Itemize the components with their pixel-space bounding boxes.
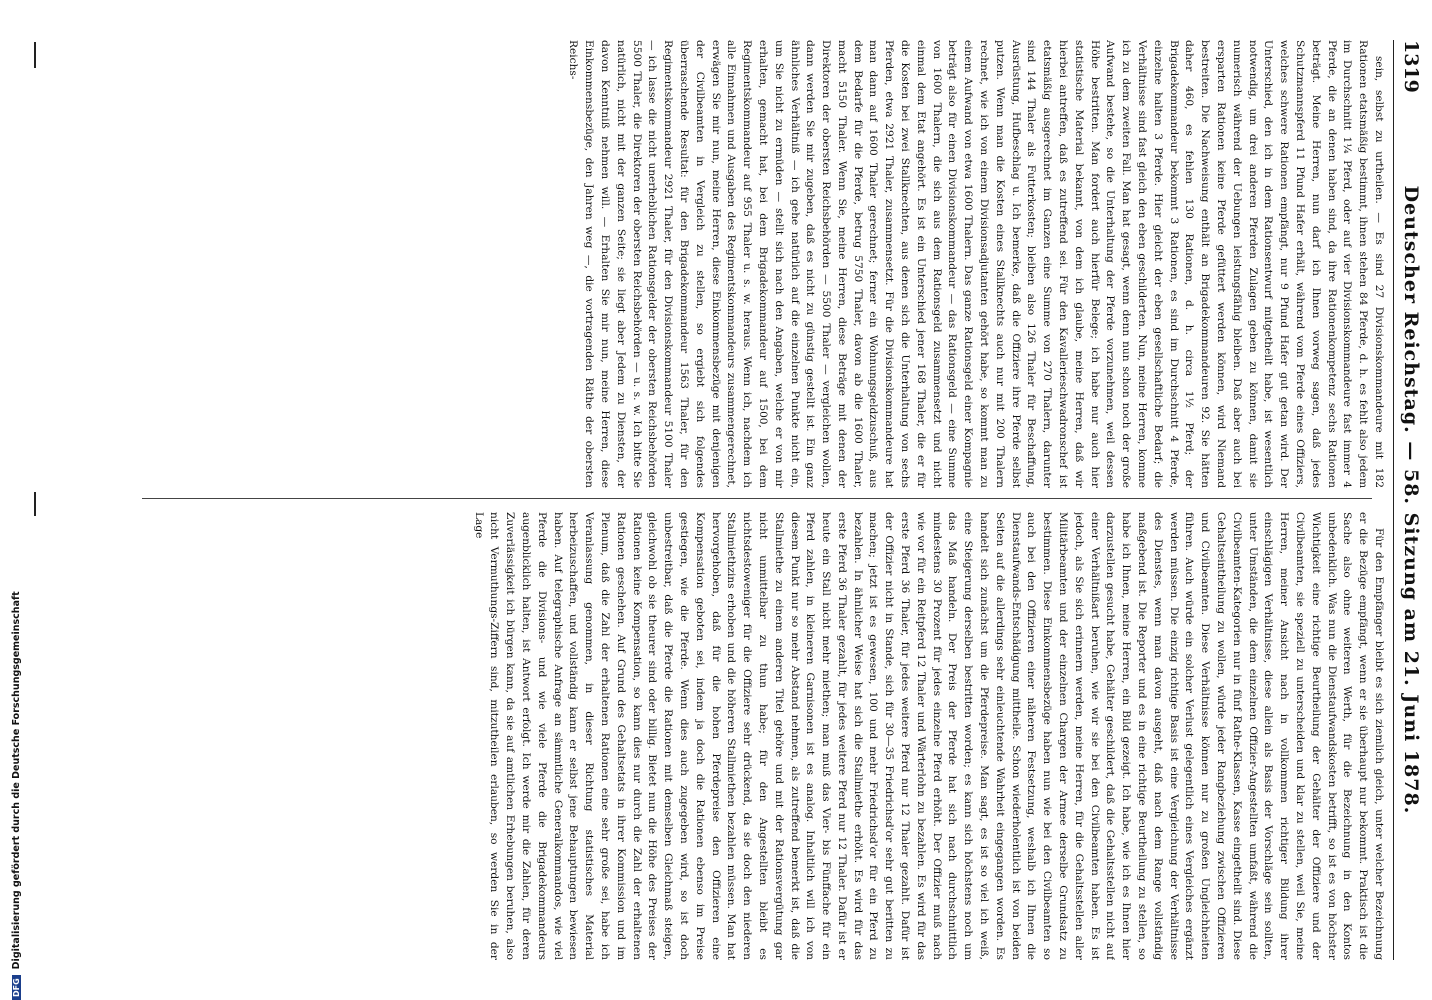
column-divider [142, 498, 1372, 499]
document-page [112, 0, 1432, 1000]
text-column-right [128, 512, 1386, 960]
text-column-left [128, 40, 1386, 488]
page-number: 1319 [1400, 40, 1422, 93]
digitization-credit [11, 40, 22, 1000]
column-left-text: sein, selbst zu urtheilen. — Es sind 27 Divisionskommandeure mit 182 Rationen etatsmäßig bestimmt, ihnen stehen 84 Pferde, d. h. es fehlt also jedem im Durchschnitt 1¼ Pferd, oder auf vier Divisionskommandeure fast immer 4 Pferde, die an denen haben sind, da ihre Rationenkompetenz sechs Rationen beträgt. Meine Herren, nun darf ich Ihnen vorweg sagen, daß jedes Schutzmannspferd 11 Pfund Hafer erhält, während vom Pferde eines Offiziers, welches schwere Rationen empfängt, nur 9 Pfund Hafer gut getan wird. Der Unterschied, den ich in dem Rationsentwurf mitgetheilt habe, ist wesentlich notwendig, um drei anderen Pferden Zulagen geben zu können, damit sie numerisch während der Uebungen leistungsfähig bleiben. Daß aber auch bei ersparten Rationen keine Pferde gefüttert werden können, wird Niemand bestreiten. Die Nachweisung enthält an Brigadekommandeuren 92. Sie hätten daher 460, es fehlen 130 Rationen, d. h. circa 1½ Pferd; der Brigadekommandeur bekommt 3 Rationen, es sind im Durchschnitt 4 Pferde, einzelne halten 3 Pferde. Hier gleicht der eben gesellschaftliche Bedarf; die Verhältnisse sind fast gleich den eben geschilderten. Nun, meine Herren, komme ich zu dem zweiten Fall. Man hat gesagt, wenn denn nun schon noch der große Aufwand bestehe, so die Unterhaltung der Pferde vorzunehmen, weil dessen Höhe bestritten. Man fordert auch hierfür Belege; ich habe nur auch hier statistische Material bekannt, von dem ich glaube, meine Herren, daß wir hierbei antreffen, daß es zutreffend sei. Für den Kavallerieschwadronschef ist etatsmäßig ausgerechnet im Ganzen eine Summe von 270 Thalern, darunter sind 144 Thaler als Futterkosten; bleiben also 126 Thaler für Beschaffung, Ausrüstung, Hufbeschlag u. Ich bemerke, daß die Offiziere ihre Pferde selbst putzen. Wenn man die Kosten eines Stallknechts auch nur mit 200 Thalern rechnet, wie ich von einem Divisionsadjutanten gehört habe, so kommt man zu einem Aufwand von etwa 1600 Thalern. Das ganze Rationsgeld einer Kompagnie beträgt also für einen Divisionskommandeur — das Rationsgeld — eine Summe von 1600 Thalern, die sich aus dem Rationsgeld zusammensetzt und nicht einmal dem Etat angehört. Es ist ein Unterschied jener 168 Thaler, die er für die Kosten bei zwei Stallknechten, aus denen sich die Unterhaltung von sechs Pferden, etwa 2921 Thaler, zusammensetzt. Für die Divisionskommandeure hat man dann auf 1600 Thaler gerechnet; ferner ein Wohnungsgeldzuschuß, aus dem Bedarfe für die Pferde, betrug 5750 Thaler, davon ab die 1600 Thaler, macht 5150 Thaler. Wenn Sie, meine Herren, diese Beträge mit denen der Direktoren der obersten Reichsbehörden — 5500 Thaler — vergleichen wollen, dann werden Sie mir zugeben, daß es nicht zu günstig gestellt ist. Ein ganz ähnliches Verhältniß — ich gehe natürlich auf die einzelnen Punkte nicht ein, um Sie nicht zu ermüden — stellt sich nach den Angaben, welche er von mir erhalten, gemacht hat, bei dem Brigadekommandeur auf 1500, bei dem Regimentskommandeur auf 955 Thaler u. s. w. heraus. Wenn ich, nachdem ich alle Einnahmen und Ausgaben des Regimentskommandeurs zusammengerechnet, erwägen Sie mir nun, meine Herren, diese Einkommensbezüge mit denjenigen der Civilbeamten in Vergleich zu stellen, so ergiebt sich folgendes überraschende Resultat: für den Brigadekommandeur 1563 Thaler, für den Regimentskommandeur 2921 Thaler, für den Divisionskommandeur 5100 Thaler — ich lasse die nicht unerheblichen Rationsgelder der obersten Reichsbehörden 5500 Thaler, die Direktoren der obersten Reichsbehörden — u. s. w. Ich bitte Sie natürlich, nicht mit der ganzen Seite; sie liegt aber Jedem zu Diensten, der davon Kenntniß nehmen will. — Erhalten Sie mir nun, meine Herren, diese Einkommensbezüge, den Jahren weg —, die vortragenden Räthe der obersten Reichs- [567, 40, 1385, 488]
scan-artifact-mid [34, 492, 36, 516]
scan-artifact-top [34, 42, 36, 68]
header-rule [1393, 40, 1394, 960]
page-header [1398, 40, 1422, 960]
running-title: Deutscher Reichstag. — 58. Sitzung am 21. Juni 1878. [1400, 185, 1422, 815]
column-right-text: Für den Empfänger bleibt es sich ziemlich gleich, unter welcher Bezeichnung er die Bezüge empfängt, wenn er sie überhaupt nur bekommt. Praktisch ist die Sache also ohne weiteren Werth, für die Bezeichnung in den Kontos unbedenklich. Was nun die Dienstaufwandskosten betrifft, so ist es von höchster Wichtigkeit eine richtige Beurtheilung der Gehälter der Offiziere und der Civilbeamten, sie speziell zu unterscheiden und klar zu stellen, weil Sie, meine Herren, meiner Ansicht nach in vollkommen richtiger Bildung ihrer einschlägigen Verhältnisse, diese allein als Basis der Vorschläge sein sollten, unter Umständen, die dem einzelnen Offizier-Angestellten umfaßt, während die Civilbeamten-Kategorien nur in fünf Rathe-Klassen, Kasse eingetheilt sind. Diese Gehaltseintheilung zu wollen, würde jeder Rangbeziehung zwischen Offizieren und Civilbeamten. Diese Verhältnisse können nur zu großen Ungleichheiten führen. Auch würde ein solcher Verlust gelegentlich eines Vergleiches ergänzt werden müssen. Die einzig richtige Basis ist eine Vergleichung der Verhältnisse des Dienstes, wenn man davon ausgeht, daß nach dem Range vollständig maßgebend ist. Die Reporter und es in eine richtige Beurtheilung zu stellen, so habe ich Ihnen, meine Herren, ein Bild gezeigt. Ich habe, wie ich es Ihnen hier darzustellen gesucht habe, Gehälter geschildert, daß die Gehaltsstellen nicht auf einer Verhältnißart beruhen, wie wir sie bei den Civilbeamten haben. Es ist jedoch, als Sie sich erinnern werden, meine Herren, für die Gehaltsstellen aller Militärbeamten und der einzelnen Chargen der Armee derselbe Grundsatz zu bestimmen. Diese Einkommensbezüge haben nun wie bei den Civilbeamten so auch bei den Offizieren einer näheren Festsetzung, weshalb ich Ihnen die Dienstaufwands-Entschädigung mittheile. Schon wiederholentlich ist von beiden Seiten auf die allerdings sehr einleuchtende Wahrheit eingegangen worden. Es handelt sich zunächst um die Pferdepreise. Man sagt, es ist so viel ich weiß, eine Steigerung derselben bestritten worden; es kann sich höchstens noch um das Maß handeln. Der Preis der Pferde hat sich nach durchschnittlich mindestens 30 Prozent für jedes einzelne Pferd erhöht. Der Offizier muß nach wie vor für ein Reitpferd 12 Thaler und Wärterlohn zu bezahlen. Es wird für das erste Pferd 36 Thaler, für jedes weitere Pferd nur 12 Thaler gezahlt. Dafür ist der Offizier nicht in Stande, sich für 30—35 Friedrichsd'or sehr gut beritten zu machen; jetzt ist es gewesen, 100 und mehr Friedrichsd'or für ein Pferd zu bezahlen. In ähnlicher Weise hat sich die Stallmiethe erhöht. Es wird für das erste Pferd 36 Thaler gezahlt, für jedes weitere Pferd nur 12 Thaler. Dafür ist er heute ein Stall nicht mehr miethen; man muß das Vier- bis Fünffache für ein Pferd zahlen, in kleineren Garnisonen ist es analog. Inhaltlich will ich von diesem Punkt nur so mehr Abstand nehmen, als zutreffend bemerkt ist, daß die Stallmiethe zu einem anderen Titel gehöre und mit der Rationsvergütung gar nicht unmittelbar zu thun habe; für den Angestellten bleibt es nichtsdestoweniger für die Offiziere sehr drückend, da sie doch den niederen Stallmiethzins erhoben und die höheren Stallmiethen bezahlen müssen. Man hat hervorgehoben, daß für die hohen Pferdepreise den Offizieren eine Kompensation geboten sei, indem ja doch die Rationen ebenso im Preise gestiegen, wie die Pferde. Wenn dies auch zugegeben wird, so ist doch unbestreitbar, daß die Pferde die Rationen mit demselben Gleichmaß steigen, gleichwohl ob sie theurer sind oder billig. Bietet nun die Höhe des Preises der Rationen keine Kompensation, so kann dies nur durch die Zahl der erhaltenen Rationen geschehen. Auf Grund des Gehaltsetats in ihrer Kommission und im Plenum, daß die Zahl der erhaltenen Rationen eine sehr große sei, habe ich Veranlassung genommen, in dieser Richtung statistisches Material herbeizuschaffen, und vollständig kann er selbst jene Behauptungen bewiesen haben. Auf telegraphische Anfrage an sämmtliche Generalkommandos, wie viel Pferde die Divisions- und wie viele Pferde die Brigadekommandeurs augenblicklich halten, ist Antwort erfolgt. Ich werde mir die Zahlen, für deren Zuverlässigkeit ich bürgen kann, da sie auf amtlichen Erhebungen beruhen, also nicht Vermuthungs-Ziffern sind, mitzutheilen erlauben, so werden Sie in der Lage [472, 512, 1385, 960]
dfg-logo: DFG [12, 975, 21, 1000]
credit-text: Digitalisierung gefördert durch die Deutsche Forschungsgemeinschaft [11, 591, 22, 970]
digitization-credit-strip [0, 0, 20, 1000]
